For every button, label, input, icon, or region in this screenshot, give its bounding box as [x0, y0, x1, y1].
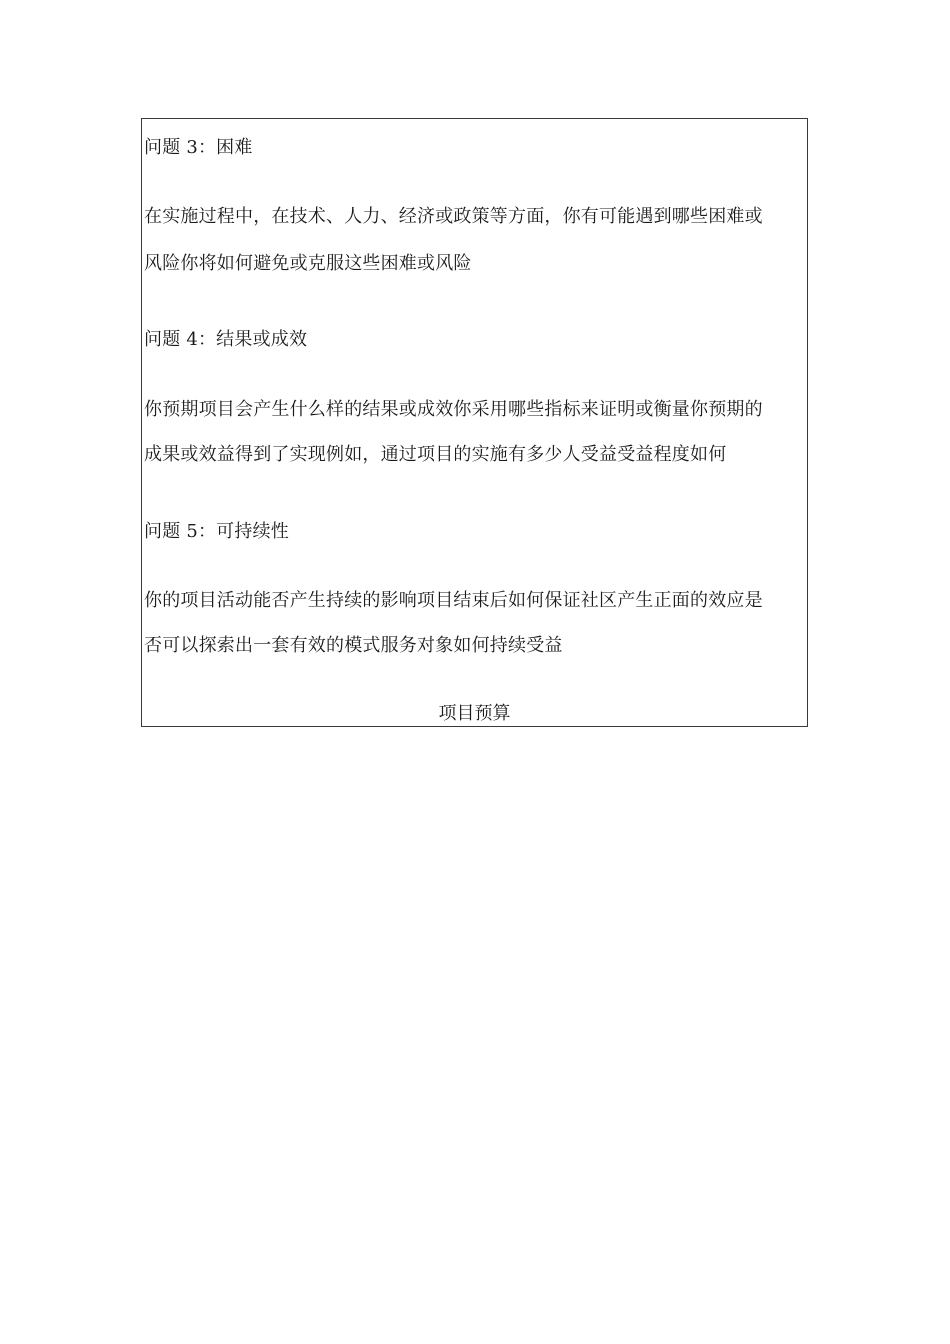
- section-body-line: 你的项目活动能否产生持续的影响项目结束后如何保证社区产生正面的效应是: [144, 590, 763, 611]
- section-body-line: 你预期项目会产生什么样的结果或成效你采用哪些指标来证明或衡量你预期的: [144, 399, 763, 420]
- section-heading-difficulty: 问题 3：困难: [144, 137, 253, 158]
- section-body-line: 风险你将如何避免或克服这些困难或风险: [144, 253, 472, 274]
- section-body-line: 在实施过程中，在技术、人力、经济或政策等方面，你有可能遇到哪些困难或: [144, 206, 763, 227]
- section-body-line: 成果或效益得到了实现例如，通过项目的实施有多少人受益受益程度如何: [144, 444, 727, 465]
- form-box: [141, 118, 808, 727]
- section-body-line: 否可以探索出一套有效的模式服务对象如何持续受益: [144, 635, 563, 656]
- project-budget-label: 项目预算: [438, 703, 511, 724]
- section-heading-sustainability: 问题 5：可持续性: [144, 521, 289, 542]
- section-heading-results: 问题 4：结果或成效: [144, 329, 308, 350]
